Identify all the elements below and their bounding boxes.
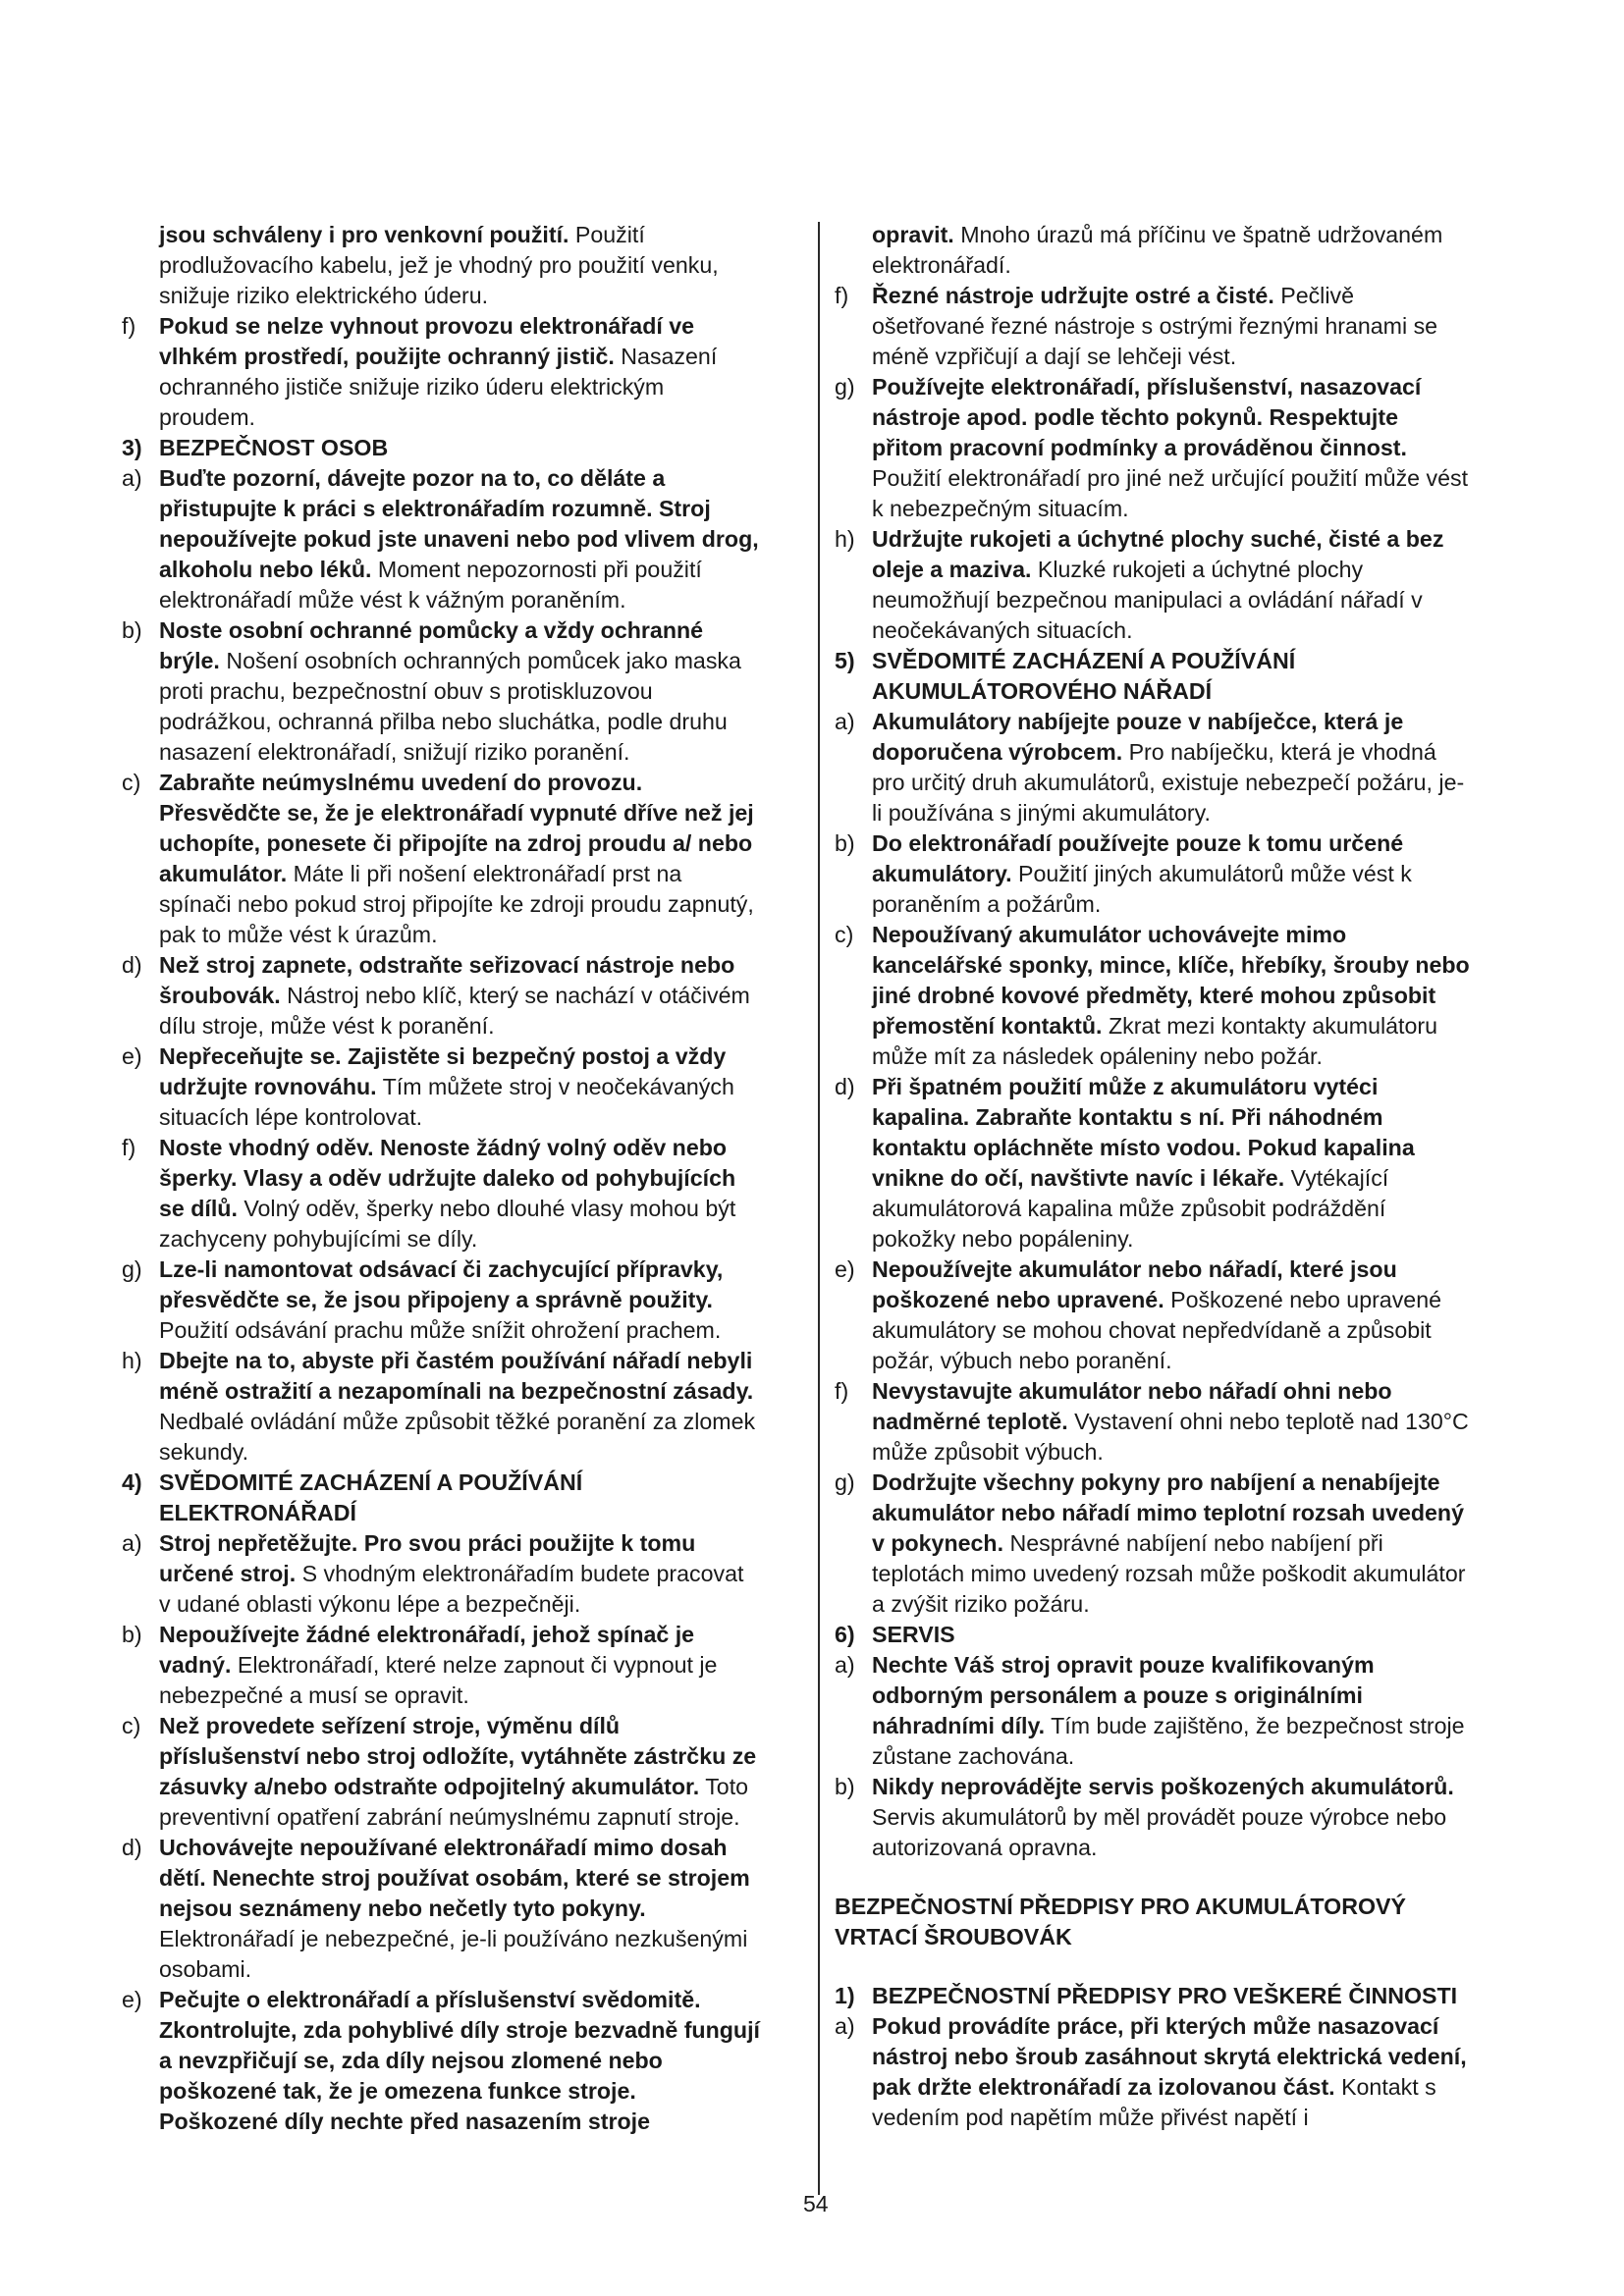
list-item: b) Noste osobní ochranné pomůcky a vždy ochranné brýle. Nošení osobních ochranných pomůcek jako maska proti prachu, bezpečnostní obuv s protiskluzovou podrážkou, ochranná přilba nebo sluchátka, podle druhu nasazení elektronářadí, snižují riziko poranění. — [122, 617, 741, 765]
list-item: a) Pokud provádíte práce, při kterých může nasazovací nástroj nebo šroub zasáhnout skrytá elektrická vedení, pak držte elektronářadí za izolovanou část. Kontakt s vedením pod napětím může přivést napětí i — [835, 2013, 1467, 2130]
list-item: e) Nepoužívejte akumulátor nebo nářadí, které jsou poškozené nebo upravené. Poškozené nebo upravené akumulátory se mohou chovat nepředvídaně a způsobit požár, výbuch nebo poranění. — [835, 1256, 1441, 1373]
list-item: h) Dbejte na to, abyste při častém používání nářadí nebyli méně ostražití a nezapomínali na bezpečnostní zásady. Nedbalé ovládání může způsobit těžké poranění za zlomek sekundy. — [122, 1348, 756, 1465]
intro-paragraph: opravit. Mnoho úrazů má příčinu ve špatně udržovaném elektronářadí. — [872, 222, 1443, 278]
list-item: b) Nikdy neprovádějte servis poškozených akumulátorů. Servis akumulátorů by měl provádět pouze výrobce nebo autorizovaná opravna. — [835, 1774, 1454, 1860]
list-item: f) Pokud se nelze vyhnout provozu elektronářadí ve vlhkém prostředí, použijte ochranný jistič. Nasazení ochranného jističe snižuje riziko úderu elektrickým proudem. — [122, 313, 718, 430]
list-item: c) Nepoužívaný akumulátor uchovávejte mimo kancelářské sponky, mince, klíče, hřebíky, šrouby nebo jiné drobné kovové předměty, které mohou způsobit přemostění kontaktů. Zkrat mezi kontakty akumulátoru může mít za následek opáleniny nebo požár. — [835, 922, 1470, 1069]
list-item: a) Stroj nepřetěžujte. Pro svou práci použijte k tomu určené stroj. S vhodným elektronářadím budete pracovat v udané oblasti výkonu lépe a bezpečněji. — [122, 1530, 744, 1617]
page-number: 54 — [803, 2191, 829, 2216]
section-heading: 6) SERVIS — [835, 1622, 955, 1647]
list-item: f) Noste vhodný oděv. Nenoste žádný volný oděv nebo šperky. Vlasy a oděv udržujte daleko od pohybujících se dílů. Volný oděv, šperky nebo dlouhé vlasy mohou být zachyceny pohybujícími se díly. — [122, 1135, 736, 1252]
chapter-heading: BEZPEČNOSTNÍ PŘEDPISY PRO AKUMULÁTOROVÝ VRTACÍ ŠROUBOVÁK — [835, 1894, 1406, 1949]
list-item: c) Zabraňte neúmyslnému uvedení do provozu. Přesvědčte se, že je elektronářadí vypnuté dříve než jej uchopíte, ponesete či připojíte na zdroj proudu a/ nebo akumulátor. Máte li při nošení elektronářadí prst na spínači nebo pokud stroj připojíte ke zdroji proudu zapnutý, pak to může vést k úrazům. — [122, 770, 754, 947]
list-item: a) Nechte Váš stroj opravit pouze kvalifikovaným odborným personálem a pouze s originálními náhradními díly. Tím bude zajištěno, že bezpečnost stroje zůstane zachována. — [835, 1652, 1465, 1769]
list-item: d) Uchovávejte nepoužívané elektronářadí mimo dosah dětí. Nenechte stroj používat osobám, které se strojem nejsou seznámeny nebo nečetly tyto pokyny. Elektronářadí je nebezpečné, je-li používáno nezkušenými osobami. — [122, 1835, 750, 1982]
list-item: h) Udržujte rukojeti a úchytné plochy suché, čisté a bez oleje a maziva. Kluzké rukojeti a úchytné plochy neumožňují bezpečnou manipulaci a ovládání nářadí v neočekávaných situacích. — [835, 526, 1444, 643]
intro-paragraph: jsou schváleny i pro venkovní použití. Použití prodlužovacího kabelu, jež je vhodný pro použití venku, snižuje riziko elektrického úderu. — [159, 222, 719, 308]
list-item: d) Než stroj zapnete, odstraňte seřizovací nástroje nebo šroubovák. Nástroj nebo klíč, který se nachází v otáčivém dílu stroje, může vést k poranění. — [122, 952, 750, 1039]
list-item: g) Dodržujte všechny pokyny pro nabíjení a nenabíjejte akumulátor nebo nářadí mimo teplotní rozsah uvedený v pokynech. Nesprávné nabíjení nebo nabíjení při teplotách mimo uvedený rozsah může poškodit akumulátor a zvýšit riziko požáru. — [835, 1469, 1466, 1617]
list-item: c) Než provedete seřízení stroje, výměnu dílů příslušenství nebo stroj odložíte, vytáhněte zástrčku ze zásuvky a/nebo odstraňte odpojitelný akumulátor. Toto preventivní opatření zabrání neúmyslnému zapnutí stroje. — [122, 1713, 757, 1830]
list-item: d) Při špatném použití může z akumulátoru vytéci kapalina. Zabraňte kontaktu s ní. Při náhodném kontaktu opláchněte místo vodou. Pokud kapalina vnikne do očí, navštivte navíc i lékaře. Vytékající akumulátorová kapalina může způsobit podráždění pokožky nebo popáleniny. — [835, 1074, 1415, 1252]
list-item: g) Používejte elektronářadí, příslušenství, nasazovací nástroje apod. podle těchto pokynů. Respektujte přitom pracovní podmínky a prováděnou činnost. Použití elektronářadí pro jiné než určující použití může vést k nebezpečným situacím. — [835, 374, 1469, 521]
list-item: a) Buďte pozorní, dávejte pozor na to, co děláte a přistupujte k práci s elektronářadím rozumně. Stroj nepoužívejte pokud jste unaveni nebo pod vlivem drog, alkoholu nebo léků. Moment nepozornosti při použití elektronářadí může vést k vážným poraněním. — [122, 465, 759, 613]
section-heading: 4) SVĚDOMITÉ ZACHÁZENÍ A POUŽÍVÁNÍ ELEKTRONÁŘADÍ — [122, 1469, 583, 1525]
section-heading: 5) SVĚDOMITÉ ZACHÁZENÍ A POUŽÍVÁNÍ AKUMULÁTOROVÉHO NÁŘADÍ — [835, 648, 1296, 704]
list-item: b) Nepoužívejte žádné elektronářadí, jehož spínač je vadný. Elektronářadí, které nelze zapnout či vypnout je nebezpečné a musí se opravit. — [122, 1622, 718, 1708]
list-item: f) Nevystavujte akumulátor nebo nářadí ohni nebo nadměrné teplotě. Vystavení ohni nebo teplotě nad 130°C může způsobit výbuch. — [835, 1378, 1469, 1465]
list-item: e) Nepřeceňujte se. Zajistěte si bezpečný postoj a vždy udržujte rovnováhu. Tím můžete stroj v neočekávaných situacích lépe kontrolovat. — [122, 1043, 734, 1130]
list-item: g) Lze-li namontovat odsávací či zachycující přípravky, přesvědčte se, že jsou připojeny a správně použity. Použití odsávání prachu může snížit ohrožení prachem. — [122, 1256, 724, 1343]
list-item: a) Akumulátory nabíjejte pouze v nabíječce, která je doporučena výrobcem. Pro nabíječku, která je vhodná pro určitý druh akumulátorů, existuje nebezpečí požáru, je-li používána s jinými akumulátory. — [835, 709, 1465, 826]
list-item: e) Pečujte o elektronářadí a příslušenství svědomitě. Zkontrolujte, zda pohyblivé díly stroje bezvadně fungují a nevzpřičují se, zda díly nejsou zlomené nebo poškozené tak, že je omezena funkce stroje. Poškozené díly nechte před nasazením stroje — [122, 1987, 760, 2134]
left-column — [122, 220, 760, 2137]
column-divider — [818, 222, 820, 2195]
section-heading: 1) BEZPEČNOSTNÍ PŘEDPISY PRO VEŠKERÉ ČINNOSTI — [835, 1983, 1458, 2008]
right-column — [835, 220, 1473, 2133]
section-heading: 3) BEZPEČNOST OSOB — [122, 435, 389, 460]
list-item: b) Do elektronářadí používejte pouze k tomu určené akumulátory. Použití jiných akumulátorů může vést k poraněním a požárům. — [835, 830, 1412, 917]
list-item: f) Řezné nástroje udržujte ostré a čisté. Pečlivě ošetřované řezné nástroje s ostrými řeznými hranami se méně vzpřičují a dají se lehčeji vést. — [835, 283, 1438, 369]
